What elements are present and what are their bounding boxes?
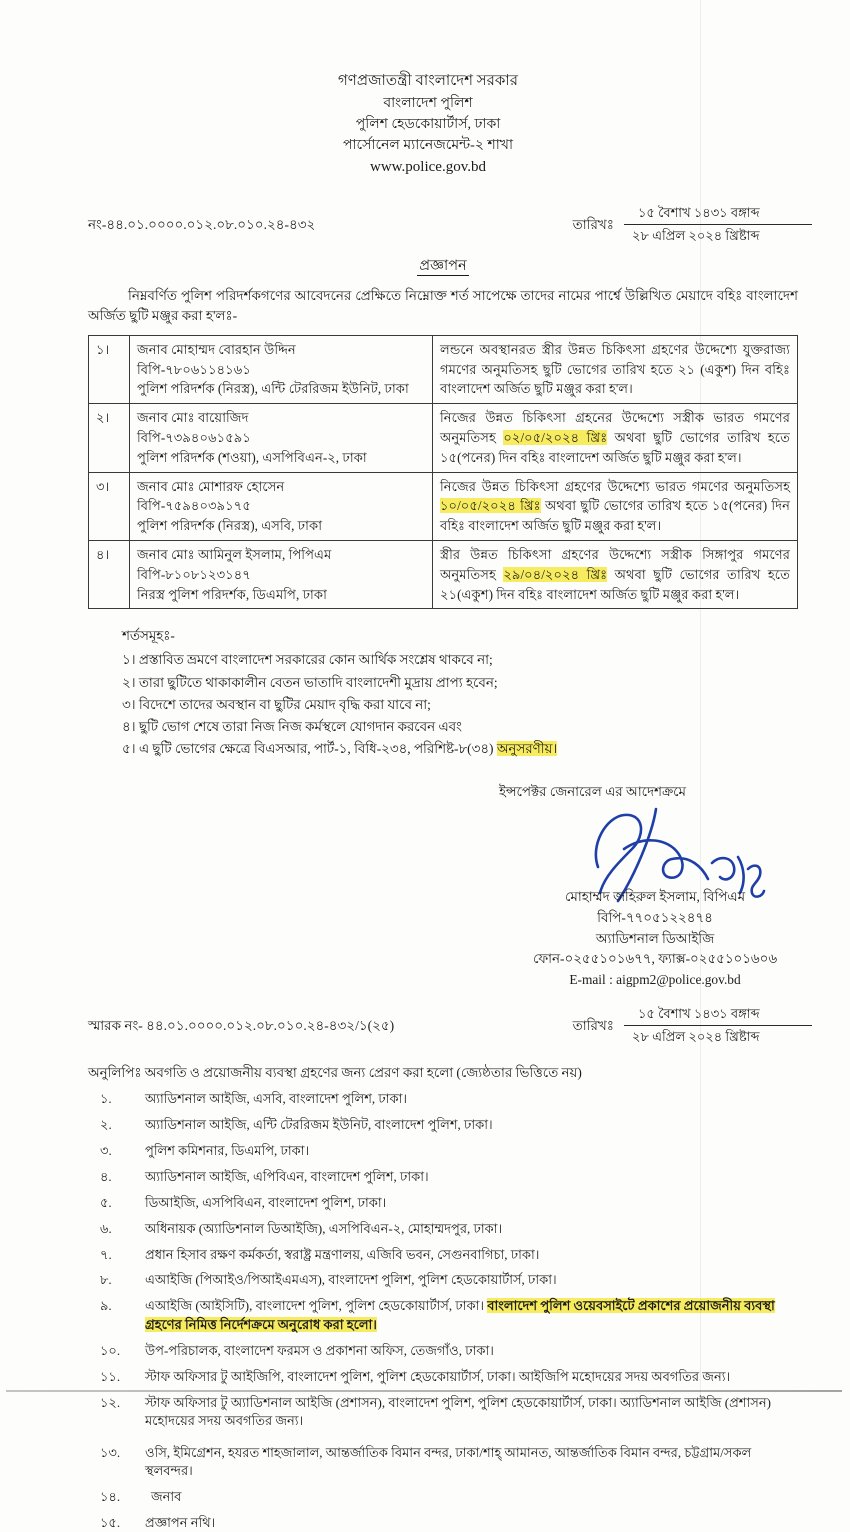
conditions-section [122,625,798,760]
list-item: ১৩. ওসি, ইমিগ্রেশন, হযরত শাহজালাল, আন্তর্জাতিক বিমান বন্দর, ঢাকা/শাহ্ আমানত, আন্তর্জাতিক বিমান বন্দর, চট্টগ্রাম/সকল স্থলবন্দর। [100,1444,752,1479]
date-label: তারিখঃ [572,1018,614,1034]
list-item: ৮. এআইজি (পিআইও/পিআইএমএস), বাংলাদেশ পুলিশ, পুলিশ হেডকোয়ার্টার্স, ঢাকা। [100,1272,557,1288]
date-gregorian: ২৮ এপ্রিল ২০২৪ খ্রিষ্টাব্দ [632,1029,760,1045]
memo-ref-row [88,204,798,246]
highlighted-date: ০২/০৫/২০২৪ খ্রিঃ [503,429,608,445]
list-item: ৯. এআইজি (আইসিটি), বাংলাদেশ পুলিশ, পুলিশ হেডকোয়ার্টার্স, ঢাকা। বাংলাদেশ পুলিশ ওয়েবসাইটে প্রকাশের প্রয়োজনীয় ব্যবস্থা গ্রহণের নিমিত্ত নির্দেশক্রমে অনুরোধ করা হলো। [100,1298,775,1332]
org-branch: পার্সোনেল ম্যানেজমেন্ট-২ শাখা [342,137,514,153]
signer-phone: ফোন-০২৫৫১০১৬৭৭, ফ্যাক্স-০২৫৫১০১৬০৬ [532,951,778,967]
leave-detail-cell: লন্ডনে অবস্থানরত স্ত্রীর উন্নত চিকিৎসা গ্রহণের উদ্দেশ্যে যুক্তরাজ্য গমণের অনুমতিসহ ছুটি ভোগের তারিখ হতে ২১ (একুশ) দিন বহিঃ বাংলাদেশ অর্জিত ছুটি মঞ্জুর করা হ'ল। [433,335,798,403]
serial-cell: ৩। [89,472,130,540]
list-item: ৬. অধিনায়ক (অ্যাডিশনাল ডিআইজি), এসপিবিএন-২, মোহাম্মদপুর, ঢাকা। [100,1220,503,1236]
letterhead [58,70,798,178]
list-item: ৭. প্রধান হিসাব রক্ষণ কর্মকর্তা, স্বরাষ্ট্র মন্ত্রণালয়, এজিবি ভবন, সেগুনবাগিচা, ঢাকা। [100,1246,540,1262]
serial-cell: ২। [89,404,130,472]
govt-name: গণপ্রজাতন্ত্রী বাংলাদেশ সরকার [337,73,519,89]
org-address: পুলিশ হেডকোয়ার্টার্স, ঢাকা [355,116,501,132]
officer-cell [130,335,433,403]
leave-detail-cell: নিজের উন্নত চিকিৎসা গ্রহনের উদ্দেশ্যে সস্ত্রীক ভারত গমণের অনুমতিসহ ০২/০৫/২০২৪ খ্রিঃ অথবা ছুটি ভোগের তারিখ হতে ১৫(পনের) দিন বহিঃ বাংলাদেশ অর্জিত ছুটি মঞ্জুর করা হ'ল। [433,404,798,472]
order-note: ইন্সপেক্টর জেনারেল এর আদেশক্রমে [499,784,686,800]
org-name: বাংলাদেশ পুলিশ [383,95,473,111]
date-gregorian: ২৮ এপ্রিল ২০২৪ খ্রিষ্টাব্দ [632,228,760,244]
officer-bp: বিপি-৭৮০৬১১৪১৬১ [137,361,251,377]
leave-table [88,335,798,610]
list-item: ১২. স্টাফ অফিসার টু অ্যাডিশনাল আইজি (প্রশাসন), বাংলাদেশ পুলিশ, পুলিশ হেডকোয়ার্টার্স, ঢাকা। অ্যাডিশনাল আইজি (প্রশাসন) মহোদয়ের সদয় অবগতির জন্য। [100,1394,771,1429]
scan-artifact-line [700,0,701,1400]
signer-bp: বিপি-৭৭০৫১২২৪৭৪ [597,909,713,925]
memo2-number: স্মারক নং- ৪৪.০১.০০০০.০১২.০৮.০১০.২৪-৪৩২/১(২৫) [88,1018,395,1034]
date-label: তারিখঃ [572,217,614,233]
leave-detail-cell: স্ত্রীর উন্নত চিকিৎসা গ্রহণের উদ্দেশ্যে সস্ত্রীক সিঙ্গাপুর গমণের অনুমতিসহ ২৯/০৪/২০২৪ খ্রিঃ অথবা ছুটি ভোগের তারিখ হতে ২১(একুশ) দিন বহিঃ বাংলাদেশ অর্জিত ছুটি মঞ্জুর করা হ'ল। [433,540,798,608]
date-bangla: ১৫ বৈশাখ ১৪৩১ বঙ্গাব্দ [624,204,812,225]
memo2-ref-row [88,1005,798,1047]
memo2-date [573,1005,798,1047]
scan-artifact-line [6,1390,842,1392]
intro-paragraph: নিম্নবর্ণিত পুলিশ পরিদর্শকগণের আবেদনের প্রেক্ষিতে নিম্নোক্ত শর্ত সাপেক্ষে তাদের নামের পার্শ্বে উল্লিখিত মেয়াদে বহিঃ বাংলাদেশ অর্জিত ছুটি মঞ্জুর করা হ'লঃ- [88,288,798,323]
list-item: ১০. উপ-পরিচালক, বাংলাদেশ ফরমস ও প্রকাশনা অফিস, তেজগাঁও, ঢাকা। [100,1342,494,1358]
officer-bp: বিপি-৭৫৯৪০৩৯১৭৫ [137,498,251,514]
highlighted-text: বাংলাদেশ পুলিশ ওয়েবসাইটে প্রকাশের প্রয়োজনীয় ব্যবস্থা গ্রহণের নিমিত্ত নির্দেশক্রমে অনুরোধ করা হলো। [145,1298,775,1332]
officer-designation: পুলিশ পরিদর্শক (নিরস্ত্র), এসবি, ঢাকা [137,518,323,534]
conditions-heading: শর্তসমূহঃ- [122,628,175,644]
table-row [89,472,798,540]
list-item: ১৪. জনাব [100,1489,182,1505]
officer-bp: বিপি-৮১০৮১২৩১৪৭ [137,566,251,582]
leave-detail-cell: নিজের উন্নত চিকিৎসা গ্রহণের উদ্দেশ্যে ভারত গমণের অনুমতিসহ ১০/০৫/২০২৪ খ্রিঃ অথবা ছুটি ভোগের তারিখ হতে ১৫(পনের) দিন বহিঃ বাংলাদেশ অর্জিত ছুটি মঞ্জুর করা হ'ল। [433,472,798,540]
list-item: ৪. অ্যাডিশনাল আইজি, এপিবিএন, বাংলাদেশ পুলিশ, ঢাকা। [100,1168,429,1184]
condition-item: ১। প্রস্তাবিত ভ্রমণে বাংলাদেশ সরকারের কোন আর্থিক সংশ্লেষ থাকবে না; [122,652,493,668]
condition-item: ৫। এ ছুটি ভোগের ক্ষেত্রে বিএসআর, পার্ট-১, বিধি-২৩৪, পরিশিষ্ট-৮(৩৪) অনুসরণীয়। [122,740,558,756]
officer-designation: পুলিশ পরিদর্শক (নিরস্ত্র), এন্টি টেররিজম ইউনিট, ঢাকা [137,381,409,397]
list-item: ১. অ্যাডিশনাল আইজি, এসবি, বাংলাদেশ পুলিশ, ঢাকা। [100,1090,408,1106]
officer-name: জনাব মোহাম্মদ বোরহান উদ্দিন [137,341,296,357]
signer-designation: অ্যাডিশনাল ডিআইজি [595,930,715,946]
list-item: ৩. পুলিশ কমিশনার, ডিএমপি, ঢাকা। [100,1142,310,1158]
officer-name: জনাব মোঃ বায়োজিদ [137,410,249,426]
condition-item: ৪। ছুটি ভোগ শেষে তারা নিজ নিজ কর্মস্থলে যোগদান করবেন এবং [122,718,462,734]
memo-number: নং-৪৪.০১.০০০০.০১২.০৮.০১০.২৪-৪৩২ [88,217,316,233]
signer-name: মোহাম্মদ জহিরুল ইসলাম, বিপিএম [564,889,746,905]
highlighted-text: অনুসরণীয়। [496,740,558,756]
condition-item: ৩। বিদেশে তাদের অবস্থান বা ছুটির মেয়াদ বৃদ্ধি করা যাবে না; [122,696,431,712]
date-stack [624,1005,812,1047]
org-website: www.police.gov.bd [370,158,486,175]
date-bangla: ১৫ বৈশাখ ১৪৩১ বঙ্গাব্দ [624,1005,812,1026]
signature-block [500,805,810,991]
list-item: ১৫. প্রজ্ঞাপন নথি। [100,1515,216,1531]
officer-designation: নিরস্ত্র পুলিশ পরিদর্শক, ডিএমপি, ঢাকা [137,586,327,602]
table-row [89,540,798,608]
officer-bp: বিপি-৭৩৯৪০৬১৫৯১ [137,429,251,445]
serial-cell: ৪। [89,540,130,608]
officer-name: জনাব মোঃ আমিনুল ইসলাম, পিপিএম [137,546,332,562]
officer-designation: পুলিশ পরিদর্শক (শওয়া), এসপিবিএন-২, ঢাকা [137,449,367,465]
serial-cell: ১। [89,335,130,403]
highlighted-date: ২৯/০৪/২০২৪ খ্রিঃ [503,566,608,582]
officer-cell [130,540,433,608]
table-row [89,404,798,472]
doc-title: প্রজ্ঞাপন [419,257,467,274]
officer-name: জনাব মোঃ মোশারফ হোসেন [137,478,285,494]
list-item: ২. অ্যাডিশনাল আইজি, এন্টি টেররিজম ইউনিট, বাংলাদেশ পুলিশ, ঢাকা। [100,1116,493,1132]
copies-list [88,1090,798,1532]
table-row [89,335,798,403]
officer-cell [130,472,433,540]
date-stack [624,204,812,246]
condition-item: ২। তারা ছুটিতে থাকাকালীন বেতন ভাতাদি বাংলাদেশী মুদ্রায় প্রাপ্য হবেন; [122,674,498,690]
officer-cell [130,404,433,472]
signer-email: E-mail : aigpm2@police.gov.bd [569,972,741,988]
highlighted-date: ১০/০৫/২০২৪ খ্রিঃ [440,498,541,514]
list-item: ৫. ডিআইজি, এসপিবিএন, বাংলাদেশ পুলিশ, ঢাকা। [100,1194,387,1210]
memo-date [573,204,798,246]
list-item: ১১. স্টাফ অফিসার টু আইজিপি, বাংলাদেশ পুলিশ, পুলিশ হেডকোয়ার্টার্স, ঢাকা। আইজিপি মহোদয়ের সদয় অবগতির জন্য। [100,1368,731,1384]
copies-intro: অনুলিপিঃ অবগতি ও প্রয়োজনীয় ব্যবস্থা গ্রহণের জন্য প্রেরণ করা হলো (জ্যেষ্ঠতার ভিত্তিতে নয়) [88,1064,582,1080]
